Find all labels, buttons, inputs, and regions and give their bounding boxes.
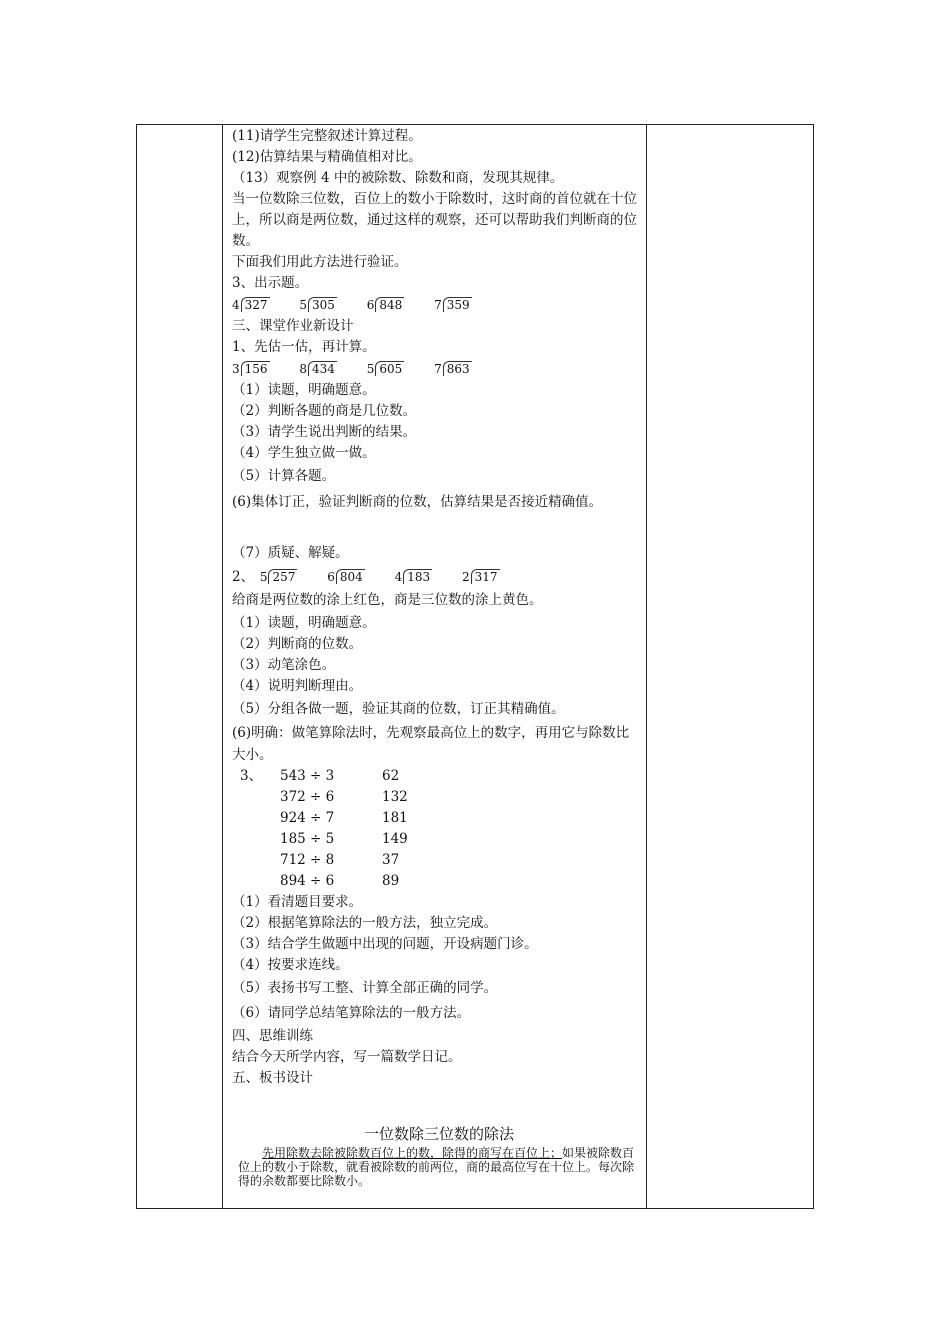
task-1-step: （4）学生独立做一做。 xyxy=(232,445,376,461)
task-2-step: （1）读题，明确题意。 xyxy=(232,615,376,631)
lesson-content xyxy=(232,126,642,1089)
task-2-step: （3）动笔涂色。 xyxy=(232,657,336,673)
task-2-label: 2、 xyxy=(232,569,255,585)
long-division: 4 183 xyxy=(394,570,431,584)
division-row-1 xyxy=(232,294,642,316)
blackboard-design xyxy=(238,1122,640,1188)
long-division: 5 305 xyxy=(299,298,335,312)
long-division: 5 257 xyxy=(259,570,296,584)
task-3-step: （2）根据笔算除法的一般方法，独立完成。 xyxy=(232,915,498,931)
task-3-step: （3）结合学生做题中出现的问题，开设病题门诊。 xyxy=(232,936,538,952)
board-summary xyxy=(238,1146,640,1188)
task-2-instruction: 给商是两位数的涂上红色，商是三位数的涂上黄色。 xyxy=(232,592,543,608)
verify-intro: 下面我们用此方法进行验证。 xyxy=(232,254,408,270)
long-division: 7 359 xyxy=(434,298,470,312)
task-1-step: （1）读题，明确题意。 xyxy=(232,382,376,398)
long-division: 5 605 xyxy=(366,362,403,376)
matching-row: 712 ÷ 8 37 xyxy=(280,852,400,868)
task-2-step: （2）判断商的位数。 xyxy=(232,636,363,652)
task-3-step: （4）按要求连线。 xyxy=(232,957,349,973)
task-3-step: （1）看清题目要求。 xyxy=(232,894,363,910)
matching-row: 894 ÷ 6 89 xyxy=(280,873,400,889)
long-division: 4 327 xyxy=(232,298,268,312)
board-summary-underlined: 先用除数去除被除数百位上的数，除得的商写在百位上； xyxy=(262,1146,563,1160)
board-title: 一位数除三位数的除法 xyxy=(363,1125,514,1143)
task-2-step: （5）分组各做一题，验证其商的位数，订正其精确值。 xyxy=(232,701,565,717)
long-division: 6 804 xyxy=(327,570,363,584)
division-row-3 xyxy=(232,566,642,588)
matching-row: 372 ÷ 6 132 xyxy=(280,789,408,805)
table-left-column xyxy=(137,125,223,1208)
section-heading-5: 五、板书设计 xyxy=(232,1070,313,1086)
task-1-step: (6)集体订正，验证判断商的位数，估算结果是否接近精确值。 xyxy=(232,494,603,510)
long-division: 2 317 xyxy=(461,570,498,584)
task-1-step: （2）判断各题的商是几位数。 xyxy=(232,403,417,419)
long-division: 8 434 xyxy=(299,362,335,376)
task-1-step: （7）质疑、解疑。 xyxy=(232,545,349,561)
task-2-step: (6)明确：做笔算除法时，先观察最高位上的数字，再用它与除数比大小。 xyxy=(232,725,630,763)
task-3-step: （5）表扬书写工整、计算全部正确的同学。 xyxy=(232,980,498,996)
task-show-problems: 3、出示题。 xyxy=(232,275,309,291)
task-3-step: （6）请同学总结笔算除法的一般方法。 xyxy=(232,1005,471,1021)
step-11: (11)请学生完整叙述计算过程。 xyxy=(232,128,422,144)
board-summary-rest: 如果被除数百位上的数小于除数，就看被除数的前两位，商的最高位写在十位上。每次除得的余数都要比除数小。 xyxy=(238,1146,635,1188)
task-1-title: 1、先估一估，再计算。 xyxy=(232,339,376,355)
division-row-2 xyxy=(232,358,642,380)
table-right-column xyxy=(646,125,813,1208)
long-division: 3 156 xyxy=(232,362,268,376)
long-division: 6 848 xyxy=(366,298,403,312)
rule-explanation: 当一位数除三位数，百位上的数小于除数时，这时商的首位就在十位上，所以商是两位数，通过这样的观察，还可以帮助我们判断商的位数。 xyxy=(232,191,637,249)
step-12: (12)估算结果与精确值相对比。 xyxy=(232,149,422,165)
matching-row: 924 ÷ 7 181 xyxy=(280,810,408,826)
section-4-text: 结合今天所学内容，写一篇数学日记。 xyxy=(232,1049,462,1065)
matching-row: 185 ÷ 5 149 xyxy=(280,831,408,847)
long-division: 7 863 xyxy=(434,362,470,376)
matching-row: 3、 543 ÷ 3 62 xyxy=(232,766,642,787)
section-heading-3: 三、课堂作业新设计 xyxy=(232,318,354,334)
task-2-step: （4）说明判断理由。 xyxy=(232,678,363,694)
task-1-step: （3）请学生说出判断的结果。 xyxy=(232,424,417,440)
section-heading-4: 四、思维训练 xyxy=(232,1028,313,1044)
task-3-label: 3、 xyxy=(240,768,263,784)
step-13: （13）观察例 4 中的被除数、除数和商，发现其规律。 xyxy=(232,170,564,186)
task-1-step: （5）计算各题。 xyxy=(232,468,336,484)
